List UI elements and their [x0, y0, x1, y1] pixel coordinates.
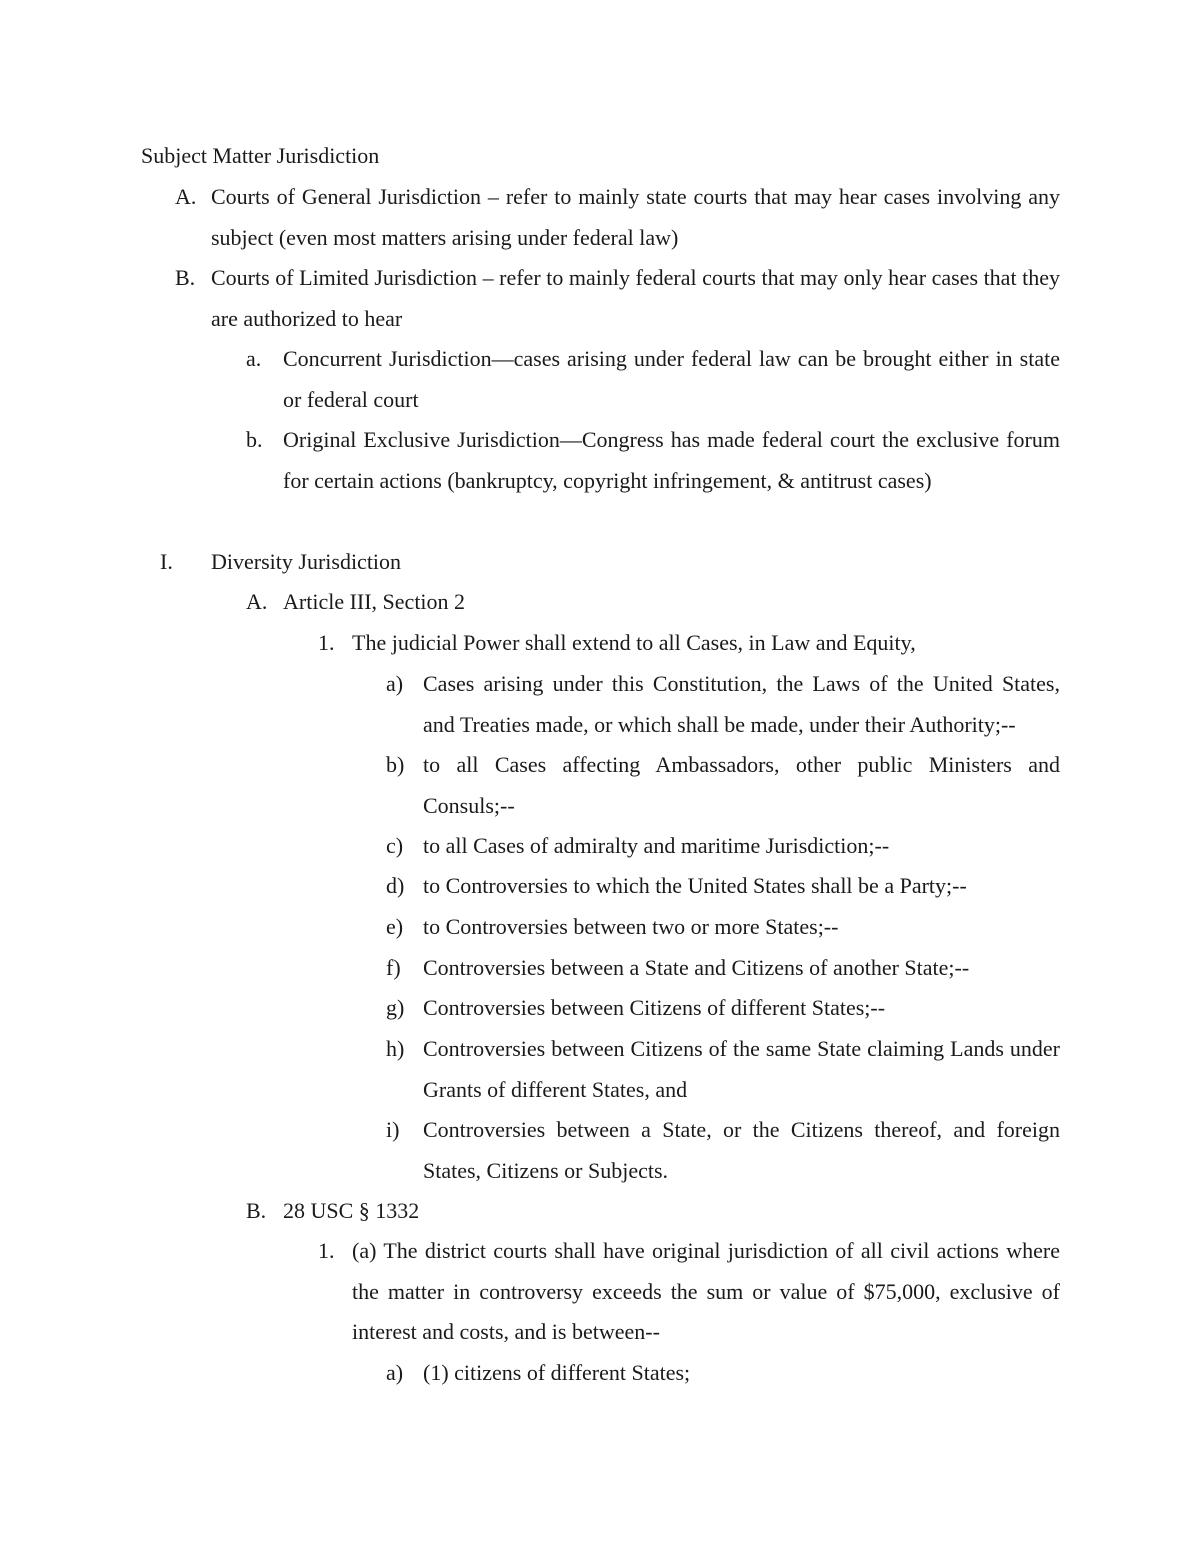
list-marker: A. [175, 184, 197, 209]
list-marker: b. [246, 427, 263, 452]
list-marker: 1. [318, 1238, 335, 1263]
subsection-heading-text: 28 USC § 1332 [283, 1198, 420, 1223]
list-marker: e) [386, 914, 404, 939]
list-marker: d) [386, 873, 405, 898]
list-marker: i) [386, 1117, 400, 1142]
clause-text: Cases arising under this Constitution, the Laws of the United States, and Treaties made, or which shall be made, under their Authority;-- [423, 671, 1060, 737]
list-item-text: Concurrent Jurisdiction—cases arising under federal law can be brought either in state or federal court [283, 346, 1060, 412]
clause-text: Controversies between a State and Citizens of another State;-- [423, 955, 970, 980]
list-marker: f) [386, 955, 401, 980]
clause-text: Controversies between a State, or the Citizens thereof, and foreign States, Citizens or Subjects. [423, 1117, 1060, 1183]
list-marker: B. [246, 1198, 267, 1223]
list-marker: b) [386, 752, 405, 777]
list-marker: c) [386, 833, 404, 858]
list-marker: 1. [318, 630, 335, 655]
list-marker: I. [160, 549, 173, 574]
clause-text: (1) citizens of different States; [423, 1360, 691, 1385]
list-marker: A. [246, 589, 268, 614]
list-marker: g) [386, 995, 405, 1020]
list-item-text: Courts of Limited Jurisdiction – refer to mainly federal courts that may only hear cases that they are authorized to hear [211, 265, 1060, 331]
list-item-text: Courts of General Jurisdiction – refer to mainly state courts that may hear cases involving any subject (even most matters arising under federal law) [211, 184, 1060, 250]
list-item-text: Original Exclusive Jurisdiction—Congress has made federal court the exclusive forum for certain actions (bankruptcy, copyright infringement, & antitrust cases) [283, 427, 1060, 493]
clause-text: to all Cases affecting Ambassadors, other public Ministers and Consuls;-- [423, 752, 1060, 818]
clause-text: to Controversies to which the United States shall be a Party;-- [423, 873, 967, 898]
list-marker: a. [246, 346, 262, 371]
list-item-text: (a) The district courts shall have original jurisdiction of all civil actions where the matter in controversy exceeds the sum or value of $75,000, exclusive of interest and costs, and is between-- [352, 1238, 1060, 1345]
list-marker: B. [175, 265, 196, 290]
subsection-heading-text: Article III, Section 2 [283, 589, 466, 614]
list-item-text: The judicial Power shall extend to all Cases, in Law and Equity, [352, 630, 916, 655]
section-heading-text: Diversity Jurisdiction [211, 549, 402, 574]
list-marker: h) [386, 1036, 405, 1061]
clause-text: to Controversies between two or more States;-- [423, 914, 839, 939]
list-marker: a) [386, 1360, 404, 1385]
clause-text: Controversies between Citizens of different States;-- [423, 995, 886, 1020]
clause-text: Controversies between Citizens of the same State claiming Lands under Grants of different States, and [423, 1036, 1060, 1102]
document-title: Subject Matter Jurisdiction [141, 143, 380, 168]
clause-text: to all Cases of admiralty and maritime Jurisdiction;-- [423, 833, 890, 858]
list-marker: a) [386, 671, 404, 696]
